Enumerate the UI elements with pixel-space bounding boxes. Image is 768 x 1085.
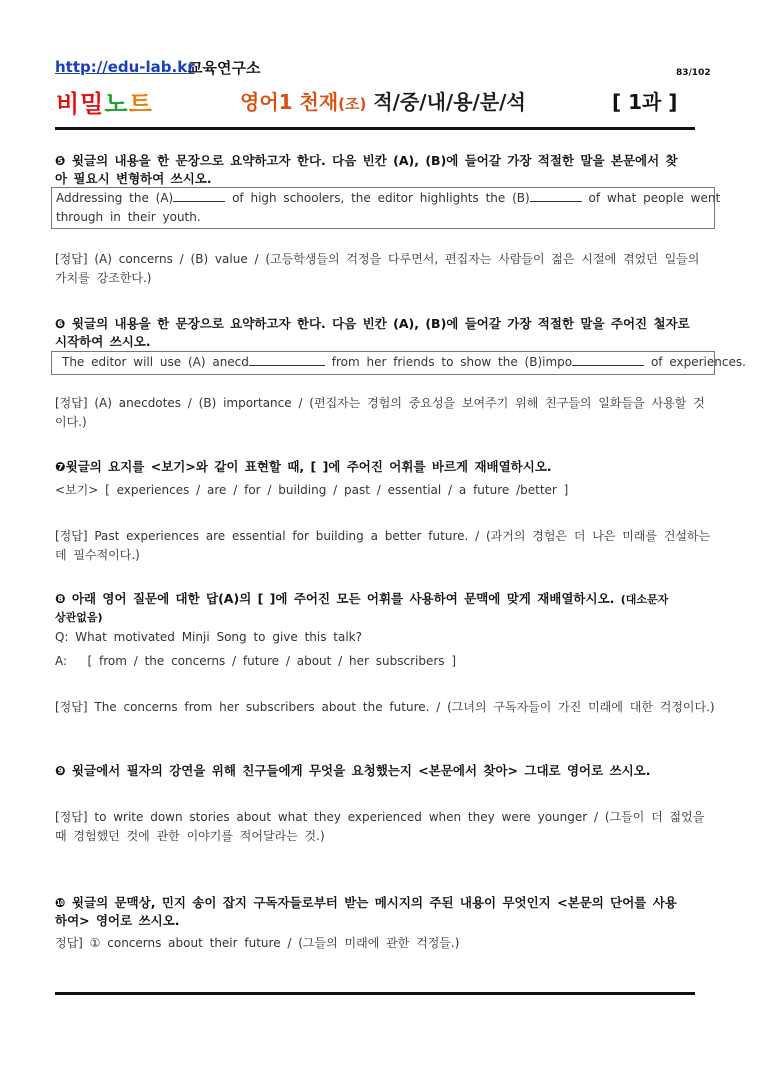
subject-main: 영어1 천재 — [240, 90, 339, 114]
q6-prompt-line1: ❻ 윗글의 내용을 한 문장으로 요약하고자 한다. 다음 빈칸 (A), (B)에 들어갈 가장 적절한 말을 주어진 철자로 — [55, 316, 690, 331]
q5-prompt-line2: 아 필요시 변형하여 쓰시오. — [55, 171, 212, 186]
q8-word-bank: A: [ from / the concerns / future / about / her subscribers ] — [55, 654, 457, 668]
q6-answer: [정답] (A) anecdotes / (B) importance / (편집자는 경험의 중요성을 보여주기 위해 친구들의 일화들을 사용할 것이다.) — [55, 396, 705, 429]
page-number: 83/102 — [676, 68, 711, 78]
header-divider — [55, 127, 695, 130]
q5-summary-box — [51, 187, 721, 229]
q5-box-seg2: of high schoolers, the editor highlights the (B) — [232, 191, 530, 205]
q7-example: <보기> [ experiences / are / for / building / past / essential / a future /better ] — [55, 483, 569, 497]
q10-prompt-line2: 하여> 영어로 쓰시오. — [55, 913, 180, 928]
subject-paren: (조) — [338, 95, 367, 113]
q8-prompt-line1 — [55, 590, 715, 609]
q5-box-line1 — [56, 189, 721, 208]
q6-prompt — [55, 315, 715, 351]
lesson-label: [ 1과 ] — [612, 90, 678, 114]
q7-prompt: ❼윗글의 요지를 <보기>와 같이 표현할 때, [ ]에 주어진 어휘를 바르게 재배열하시오. — [55, 459, 552, 474]
q5-answer: [정답] (A) concerns / (B) value / (고등학생들의 걱정을 다루면서, 편집자는 사람들이 젊은 시절에 겪었던 일들의 가치를 강조한다.) — [55, 252, 700, 285]
site-url-link[interactable]: http://edu-lab.kr — [55, 58, 195, 76]
q10-prompt — [55, 894, 715, 930]
q5-prompt — [55, 152, 715, 188]
q8-prompt-note: (대소문자 — [620, 593, 669, 606]
q9-prompt: ❾ 윗글에서 필자의 강연을 위해 친구들에게 무엇을 요청했는지 <본문에서 찾아> 그대로 영어로 쓰시오. — [55, 763, 651, 778]
footer-divider — [55, 992, 695, 995]
q8-prompt-line2: 상관없음) — [55, 611, 103, 624]
subject-title — [240, 86, 526, 115]
q6-prompt-line2: 시작하여 쓰시오. — [55, 334, 151, 349]
q5-box-line2: through in their youth. — [56, 210, 201, 224]
q9-answer: [정답] to write down stories about what they experienced when they were younger / (그들이 더 젊었을 때 경험했던 것에 관한 이야기를 적어달라는 것.) — [55, 810, 705, 843]
q6-blank-a[interactable] — [249, 353, 325, 366]
q8-prompt-main: ❽ 아래 영어 질문에 대한 답(A)의 [ ]에 주어진 모든 어휘를 사용하여 문맥에 맞게 재배열하시오. — [55, 591, 615, 606]
q8-question: Q: What motivated Minji Song to give this talk? — [55, 630, 362, 644]
q5-prompt-line1: ❺ 윗글의 내용을 한 문장으로 요약하고자 한다. 다음 빈칸 (A), (B)에 들어갈 가장 적절한 말을 본문에서 찾 — [55, 153, 678, 168]
subject-topic: 적/중/내/용/분/석 — [373, 90, 526, 114]
q7-answer: [정답] Past experiences are essential for building a better future. / (과거의 경험은 더 나은 미래를 건설하는데 필수적이다.) — [55, 529, 711, 562]
q8-prompt — [55, 590, 715, 627]
institute-name: 교육연구소 — [188, 59, 261, 77]
q6-blank-b[interactable] — [572, 353, 644, 366]
brand-logo — [56, 84, 153, 119]
q6-box-seg2: from her friends to show the (B)impo — [331, 355, 573, 369]
q5-box-seg1: Addressing the (A) — [56, 191, 174, 205]
q5-box-seg3: of what people went — [588, 191, 721, 205]
q6-box-line1 — [62, 353, 746, 372]
q10-answer: 정답] ① concerns about their future / (그들의 미래에 관한 걱정들.) — [55, 936, 460, 950]
brand-part3: 트 — [128, 90, 153, 118]
brand-part2: 노 — [104, 90, 129, 118]
q10-prompt-line1: ❿ 윗글의 문맥상, 민지 송이 잡지 구독자들로부터 받는 메시지의 주된 내용이 무엇인지 <본문의 단어를 사용 — [55, 895, 677, 910]
q5-blank-b[interactable] — [530, 189, 582, 202]
q6-summary-box — [51, 351, 746, 375]
q5-blank-a[interactable] — [173, 189, 225, 202]
q8-answer: [정답] The concerns from her subscribers about the future. / (그녀의 구독자들이 가진 미래에 대한 걱정이다.) — [55, 700, 715, 714]
q6-box-seg3: of experiences. — [650, 355, 746, 369]
q6-box-seg1: The editor will use (A) anecd — [62, 355, 249, 369]
brand-part1: 비밀 — [56, 90, 105, 118]
